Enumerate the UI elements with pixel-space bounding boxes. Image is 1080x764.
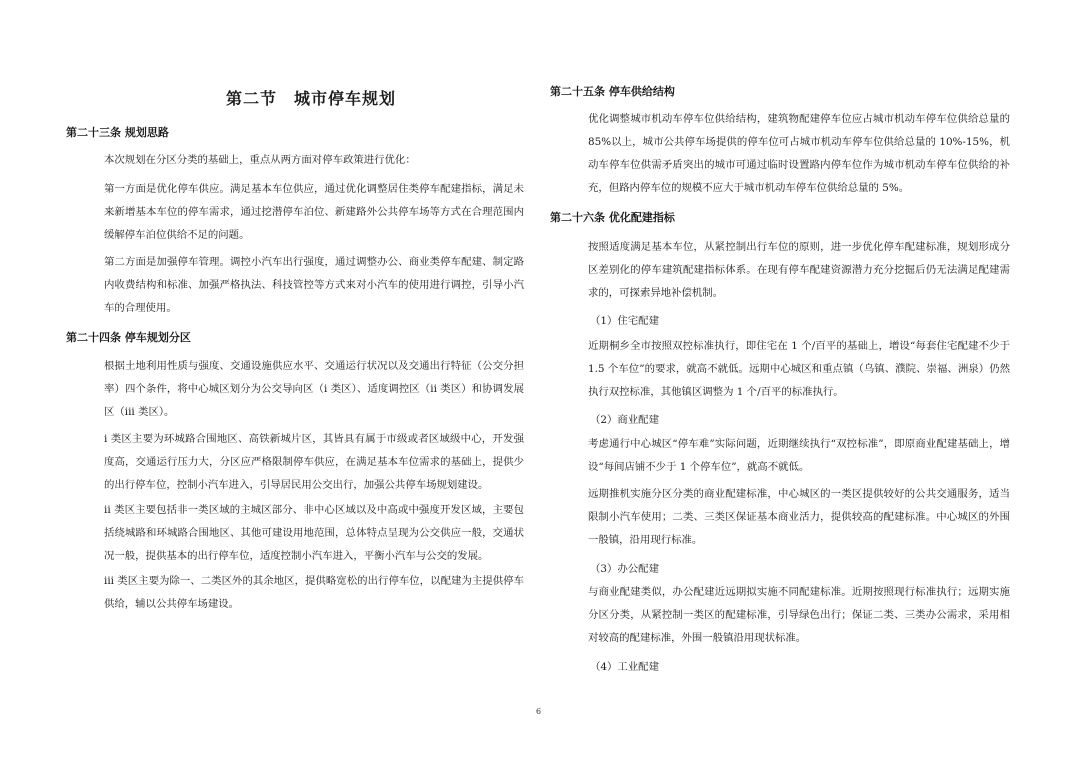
subsection-office-text: 与商业配建类似，办公配建近远期拟实施不同配建标准。近期按照现行标准执行；远期实施分区分类，从紧控制一类区的配建标准，引导绿色出行；保证二类、三类办公需求，采用相对较高的配建标准，外围一般镇沿用现状标准。: [588, 586, 1010, 644]
article-25-paragraph-1: 优化调整城市机动车停车位供给结构，建筑物配建停车位应占城市机动车停车位供给总量的 85%以上，城市公共停车场提供的停车位可占城市机动车停车位供给总量的 10%-15%，机动车停车位供需矛盾突出的城市可通过临时设置路内停车位作为城市机动车停车位供给的补充，但路内停车位的规模不应大于城市机动车停车位供给总量的 5%。: [588, 113, 1010, 194]
article-23-heading: 第二十三条 规划思路: [66, 126, 169, 139]
article-24-paragraph-2: i 类区主要为环城路合围地区、高铁新城片区，其皆具有属于市级或者区域级中心，开发强度高，交通运行压力大，分区应严格限制停车供应，在满足基本车位需求的基础上，提供少的出行停车位，控制小汽车进入，引导居民用公交出行，加强公共停车场规划建设。: [104, 433, 524, 491]
page-number: 6: [536, 707, 542, 716]
subsection-commercial-heading: （2）商业配建: [590, 414, 659, 426]
article-23-paragraph-1: 本次规划在分区分类的基础上，重点从两方面对停车政策进行优化：: [104, 154, 416, 166]
article-24-paragraph-3: ii 类区主要包括非一类区域的主城区部分、非中心区域以及中高或中强度开发区域，主要包括绕城路和环城路合围地区、其他可建设用地范围，总体特点呈现为公交供应一般，交通状况一般，提供基本的出行停车位，适度控制小汽车进入，平衡小汽车与公交的发展。: [104, 504, 524, 562]
article-24-paragraph-1: 根据土地利用性质与强度、交通设施供应水平、交通运行状况以及交通出行特征（公交分担率）四个条件，将中心城区划分为公交导向区（i 类区）、适度调控区（ii 类区）和协调发展区（iii 类区）。: [104, 360, 524, 418]
subsection-residential-heading: （1）住宅配建: [590, 315, 659, 327]
article-26-heading: 第二十六条 优化配建指标: [550, 211, 675, 224]
subsection-residential-text: 近期桐乡全市按照双控标准执行，即住宅在 1 个/百平的基础上，增设“每套住宅配建不少于 1.5 个车位”的要求，就高不就低。远期中心城区和重点镇（乌镇、濮院、崇福、洲泉）仍然执行双控标准，其他镇区调整为 1 个/百平的标准执行。: [588, 340, 1010, 398]
article-25-heading: 第二十五条 停车供给结构: [550, 85, 675, 98]
section-title: 第二节 城市停车规划: [226, 89, 397, 108]
subsection-office-heading: （3）办公配建: [590, 563, 659, 575]
article-24-paragraph-4: iii 类区主要为除一、二类区外的其余地区，提供略宽松的出行停车位，以配建为主提供停车供给，辅以公共停车场建设。: [104, 575, 524, 610]
article-26-paragraph-1: 按照适度满足基本车位，从紧控制出行车位的原则，进一步优化停车配建标准，规划形成分区差别化的停车建筑配建指标体系。在现有停车配建资源潜力充分挖掘后仍无法满足配建需求的，可探索异地补偿机制。: [588, 241, 1010, 299]
subsection-industrial-heading: （4）工业配建: [590, 661, 659, 673]
subsection-commercial-text-1: 考虑通行中心城区“停车难”实际问题，近期继续执行“双控标准”，即原商业配建基础上，增设“每间店铺不少于 1 个停车位”，就高不就低。: [588, 438, 1010, 473]
article-23-paragraph-3: 第二方面是加强停车管理。调控小汽车出行强度，通过调整办公、商业类停车配建、制定路内收费结构和标准、加强严格执法、科技管控等方式来对小汽车的使用进行调控，引导小汽车的合理使用。: [104, 256, 524, 314]
article-23-paragraph-2: 第一方面是优化停车供应。满足基本车位供应，通过优化调整居住类停车配建指标，满足未来新增基本车位的停车需求，通过挖潜停车泊位、新建路外公共停车场等方式在合理范围内缓解停车泊位供给不足的问题。: [104, 183, 524, 241]
article-24-heading: 第二十四条 停车规划分区: [66, 331, 191, 344]
subsection-commercial-text-2: 远期推机实施分区分类的商业配建标准，中心城区的一类区提供较好的公共交通服务，适当限制小汽车使用；二类、三类区保证基本商业活力，提供较高的配建标准。中心城区的外围一般镇，沿用现行标准。: [588, 488, 1010, 546]
